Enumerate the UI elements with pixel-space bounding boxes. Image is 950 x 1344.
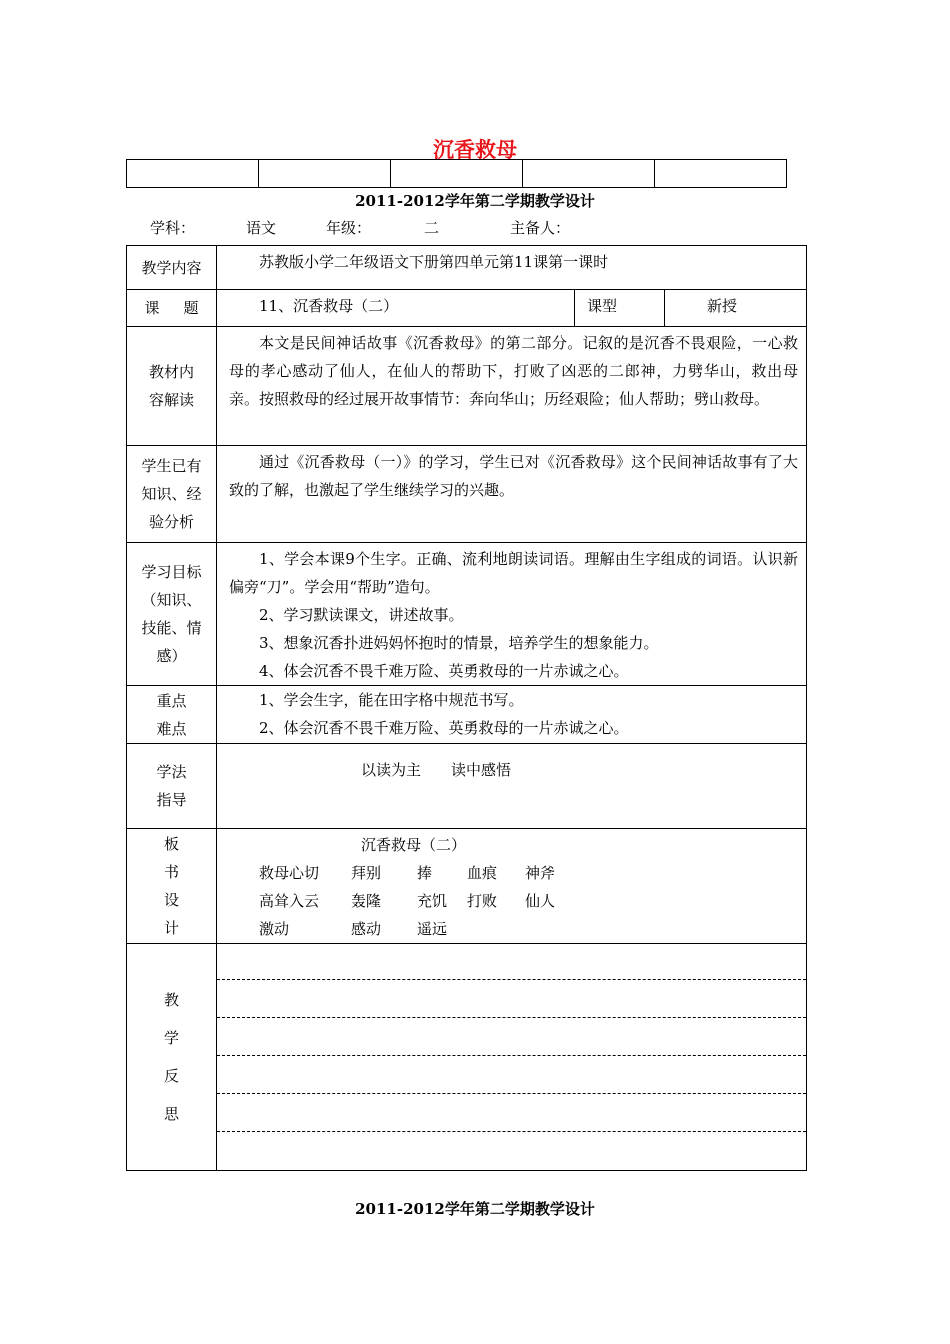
- header-grid-cell: [523, 160, 655, 187]
- label-material: [127, 327, 217, 446]
- preparer-label: 主备人：: [510, 219, 571, 237]
- header-grid-cell: [391, 160, 523, 187]
- semester-header: 2011-2012学年第二学期教学设计: [355, 192, 595, 210]
- dashed-writing-line: [217, 1131, 806, 1132]
- label-topic-a: 课: [144, 299, 160, 317]
- label-key-line1: 重点: [156, 691, 187, 710]
- document-title: 沉香救母: [433, 138, 517, 162]
- label-goals-line3: 技能、情: [141, 619, 202, 637]
- goal-item: 2、学习默读课文，讲述故事。: [259, 606, 464, 624]
- row-method: [127, 744, 807, 829]
- method-text: 以读为主 读中感悟: [361, 761, 512, 779]
- label-goals-line4: 感）: [156, 647, 187, 665]
- subject-value: 语文: [246, 219, 277, 237]
- prior-knowledge-text: 通过《沉香救母（一）》的学习，学生已对《沉香救母》这个民间神话故事有了大致的了解，也激起了学生继续学习的兴趣。: [229, 453, 799, 499]
- row-teaching-content: [127, 246, 807, 290]
- board-word: 打败: [467, 892, 498, 910]
- goal-item: 3、想象沉香扑进妈妈怀抱时的情景，培养学生的想象能力。: [259, 634, 659, 652]
- label-board-char: 书: [163, 863, 179, 881]
- header-grid-cell: [259, 160, 391, 187]
- label-key-points: [127, 686, 217, 744]
- subject-label: 学科：: [150, 219, 196, 237]
- label-reflection: [127, 944, 217, 1171]
- board-word: 救母心切: [259, 864, 320, 882]
- board-word: 神斧: [525, 864, 556, 882]
- board-word: 遥远: [417, 920, 448, 938]
- header-grid: [126, 159, 787, 188]
- goal-item: 1、学会本课9个生字。正确、流利地朗读词语。理解由生字组成的词语。认识新偏旁“刀”。学会用“帮助”造句。: [229, 550, 799, 596]
- row-material: [127, 327, 807, 446]
- header-grid-cell: [127, 160, 259, 187]
- label-material-line2: 容解读: [148, 391, 194, 409]
- dashed-writing-line: [217, 1055, 806, 1056]
- row-prior-knowledge: [127, 446, 807, 543]
- label-board-char: 板: [163, 835, 179, 853]
- board-word: 感动: [351, 920, 382, 938]
- label-prior-line1: 学生已有: [141, 457, 202, 475]
- lesson-type-value: 新授: [707, 297, 738, 315]
- goals-list: [217, 543, 806, 685]
- label-reflection-char: 教: [163, 991, 179, 1009]
- row-board-design: [127, 829, 807, 944]
- board-word: 血痕: [467, 864, 498, 882]
- dashed-writing-line: [217, 1093, 806, 1094]
- board-word: 轰隆: [351, 892, 382, 910]
- dashed-writing-line: [217, 979, 806, 980]
- board-line: [259, 859, 806, 887]
- footer-semester-header: 2011-2012学年第二学期教学设计: [355, 1200, 595, 1218]
- teaching-content-text: 苏教版小学二年级语文下册第四单元第11课第一课时: [259, 253, 609, 271]
- label-goals: [127, 543, 217, 686]
- header-grid-cell: [655, 160, 786, 187]
- board-line: [259, 915, 806, 943]
- label-method-line2: 指导: [156, 791, 187, 809]
- topic-text: 11、沉香救母（二）: [259, 297, 399, 315]
- board-word: 仙人: [525, 892, 556, 910]
- label-board-char: 设: [163, 891, 179, 909]
- label-goals-line2: （知识、: [141, 591, 202, 609]
- reflection-writing-area[interactable]: [217, 944, 807, 1171]
- board-title: 沉香救母（二）: [361, 836, 467, 854]
- label-teaching-content: 教学内容: [127, 246, 217, 290]
- label-method: [127, 744, 217, 829]
- row-reflection: [127, 944, 807, 1171]
- grade-value: 二: [424, 219, 440, 237]
- board-word: 高耸入云: [259, 892, 320, 910]
- board-word: 充饥: [417, 892, 448, 910]
- board-content: [217, 829, 806, 943]
- label-board-char: 计: [163, 919, 179, 937]
- board-word: 激动: [259, 920, 290, 938]
- label-prior-line3: 验分析: [148, 513, 194, 531]
- dashed-writing-line: [217, 1017, 806, 1018]
- label-method-line1: 学法: [156, 763, 187, 781]
- label-reflection-char: 思: [163, 1105, 179, 1123]
- label-board-design: [127, 829, 217, 944]
- label-reflection-char: 反: [163, 1067, 179, 1085]
- key-points-list: [217, 686, 806, 742]
- material-text: 本文是民间神话故事《沉香救母》的第二部分。记叙的是沉香不畏艰险，一心救母的孝心感动了仙人，在仙人的帮助下，打败了凶恶的二郎神，力劈华山，救出母亲。按照救母的经过展开故事情节：奔向华山；历经艰险；仙人帮助；劈山救母。: [229, 334, 799, 408]
- label-key-line2: 难点: [156, 719, 187, 738]
- label-material-line1: 教材内: [148, 363, 194, 381]
- key-point-item: 2、体会沉香不畏千难万险、英勇救母的一片赤诚之心。: [259, 719, 629, 737]
- board-line: [259, 887, 806, 915]
- row-key-points: [127, 686, 807, 744]
- grade-label: 年级：: [326, 219, 372, 237]
- board-word: 捧: [417, 864, 433, 882]
- label-topic-b: 题: [183, 299, 199, 317]
- board-word: 拜别: [351, 864, 382, 882]
- label-topic: [127, 290, 217, 327]
- lesson-plan-table: [126, 245, 807, 1171]
- row-goals: [127, 543, 807, 686]
- label-reflection-char: 学: [163, 1029, 179, 1047]
- lesson-type-label: 课型: [587, 297, 618, 315]
- goal-item: 4、体会沉香不畏千难万险、英勇救母的一片赤诚之心。: [259, 662, 629, 680]
- key-point-item: 1、学会生字，能在田字格中规范书写。: [259, 691, 524, 709]
- row-topic: [127, 290, 807, 327]
- label-prior-line2: 知识、经: [141, 485, 202, 503]
- label-prior-knowledge: [127, 446, 217, 543]
- label-goals-line1: 学习目标: [141, 563, 202, 581]
